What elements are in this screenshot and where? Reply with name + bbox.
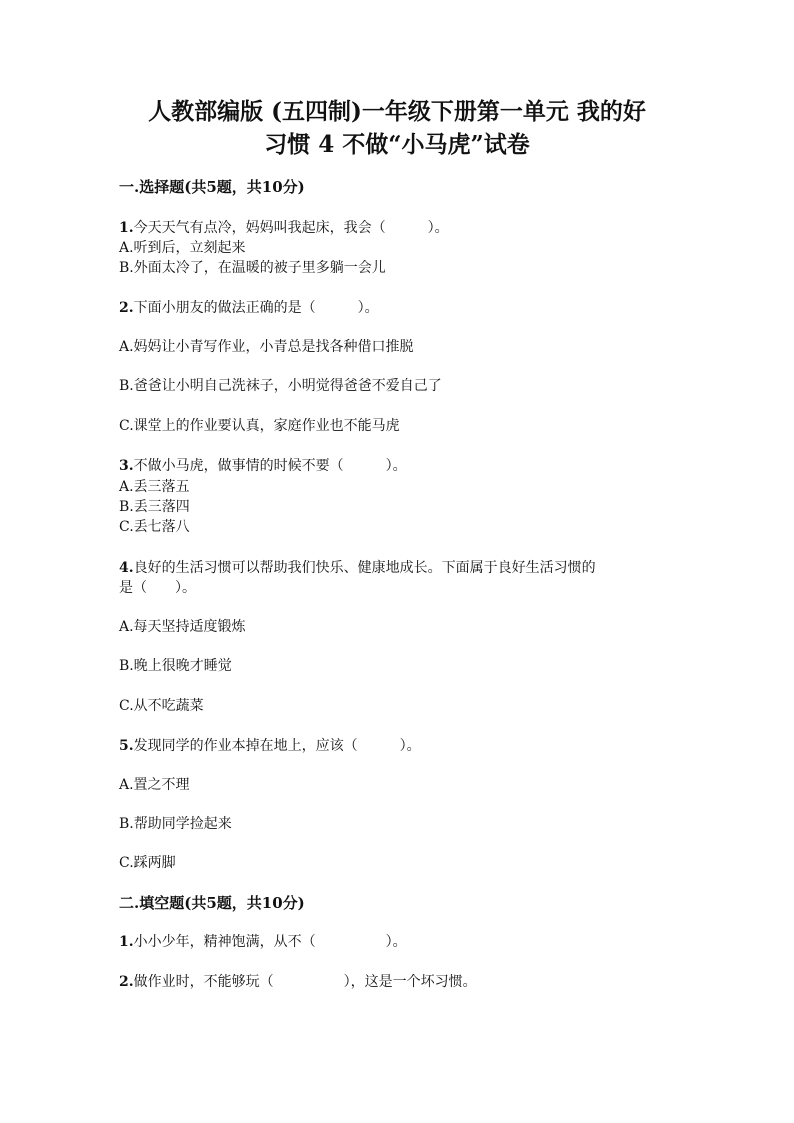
fill-question-1 [119,932,407,952]
question-text: 小小少年，精神饱满，从不（ ）。 [133,934,407,950]
question-5 [119,736,421,756]
option-1a: A.听到后，立刻起来 [119,240,246,256]
fill-question-2 [119,972,477,992]
question-text: 做作业时，不能够玩（ ），这是一个坏习惯。 [133,974,477,990]
option-1b: B.外面太冷了，在温暖的被子里多躺一会儿 [119,260,386,276]
question-3 [119,456,407,476]
question-1 [119,218,449,238]
question-text: 今天天气有点冷，妈妈叫我起床，我会（ ）。 [133,220,449,236]
option-3a: A.丢三落五 [119,479,190,495]
option-4a: A.每天坚持适度锻炼 [119,619,246,635]
option-3b: B.丢三落四 [119,499,190,515]
option-2c: C.课堂上的作业要认真，家庭作业也不能马虎 [119,418,400,434]
option-2a: A.妈妈让小青写作业，小青总是找各种借口推脱 [119,339,414,355]
question-number: 5. [119,738,134,754]
question-number: 4. [119,560,134,576]
question-4-continued: 是（ ）。 [119,580,196,596]
option-4b: B.晚上很晚才睡觉 [119,658,232,674]
question-4 [119,558,596,578]
question-number: 1. [119,934,134,950]
option-5a: A.置之不理 [119,777,190,793]
option-2b: B.爸爸让小明自己洗袜子，小明觉得爸爸不爱自己了 [119,378,442,394]
question-2 [119,298,379,318]
question-text: 下面小朋友的做法正确的是（ ）。 [133,300,379,316]
option-5c: C.踩两脚 [119,855,176,871]
option-3c: C.丢七落八 [119,519,190,535]
page-title-line1: 人教部编版 (五四制)一年级下册第一单元 我的好 [148,98,646,125]
question-text: 良好的生活习惯可以帮助我们快乐、健康地成长。下面属于良好生活习惯的 [133,560,596,576]
section-heading-choice: 一.选择题(共5题，共10分) [119,178,305,196]
page-title-line2: 习惯 4 不做“小马虎”试卷 [264,131,530,158]
question-number: 2. [119,300,134,316]
section-heading-fill: 二.填空题(共5题，共10分) [119,894,305,912]
question-number: 2. [119,974,134,990]
option-4c: C.从不吃蔬菜 [119,698,204,714]
option-5b: B.帮助同学捡起来 [119,816,232,832]
question-text: 不做小马虎，做事情的时候不要（ ）。 [133,458,407,474]
question-text: 发现同学的作业本掉在地上，应该（ ）。 [133,738,421,754]
question-number: 1. [119,220,134,236]
question-number: 3. [119,458,134,474]
